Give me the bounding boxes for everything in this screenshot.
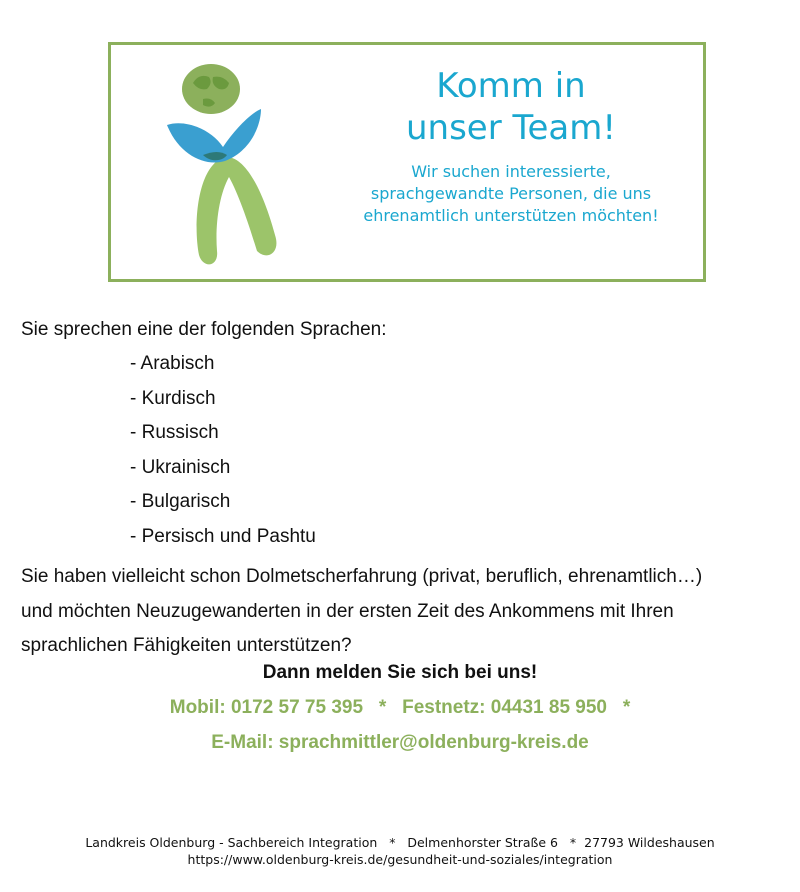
- paragraph-line: Sie haben vielleicht schon Dolmetscherfahrung (privat, beruflich, ehrenamtlich…): [21, 566, 703, 587]
- list-item: - Russisch: [130, 422, 219, 443]
- list-item: - Bulgarisch: [130, 491, 231, 512]
- headline-line-1: Komm in: [436, 66, 586, 106]
- banner-text: [331, 65, 691, 227]
- integration-figure-logo: [163, 55, 283, 265]
- list-item: - Ukrainisch: [130, 456, 231, 478]
- list-item: - Kurdisch: [130, 387, 216, 409]
- paragraph-line: und möchten Neuzugewanderten in der ersten Zeit des Ankommens mit Ihren: [21, 600, 674, 622]
- paragraph-line: sprachlichen Fähigkeiten unterstützen?: [21, 635, 352, 656]
- list-item: - Persisch und Pashtu: [130, 525, 316, 547]
- subline-2: sprachgewandte Personen, die uns: [370, 184, 652, 203]
- footer-address: Landkreis Oldenburg - Sachbereich Integration * Delmenhorster Straße 6 * 27793 Wildeshausen: [85, 835, 715, 850]
- language-list: [130, 352, 316, 559]
- recruitment-banner: [108, 42, 706, 282]
- call-to-action: Dann melden Sie sich bei uns!: [262, 662, 538, 683]
- list-item: - Arabisch: [130, 353, 215, 374]
- languages-intro: Sie sprechen eine der folgenden Sprachen:: [21, 319, 387, 340]
- footer-url[interactable]: https://www.oldenburg-kreis.de/gesundheit-und-soziales/integration: [187, 852, 613, 867]
- email-contact[interactable]: E-Mail: sprachmittler@oldenburg-kreis.de: [211, 732, 589, 753]
- subline-3: ehrenamtlich unterstützen möchten!: [363, 206, 659, 225]
- subline: [331, 161, 691, 227]
- body-paragraph: [21, 560, 791, 664]
- headline-line-2: unser Team!: [405, 108, 616, 148]
- phone-contacts: Mobil: 0172 57 75 395 * Festnetz: 04431 85 950 *: [169, 697, 631, 718]
- subline-1: Wir suchen interessierte,: [411, 162, 611, 181]
